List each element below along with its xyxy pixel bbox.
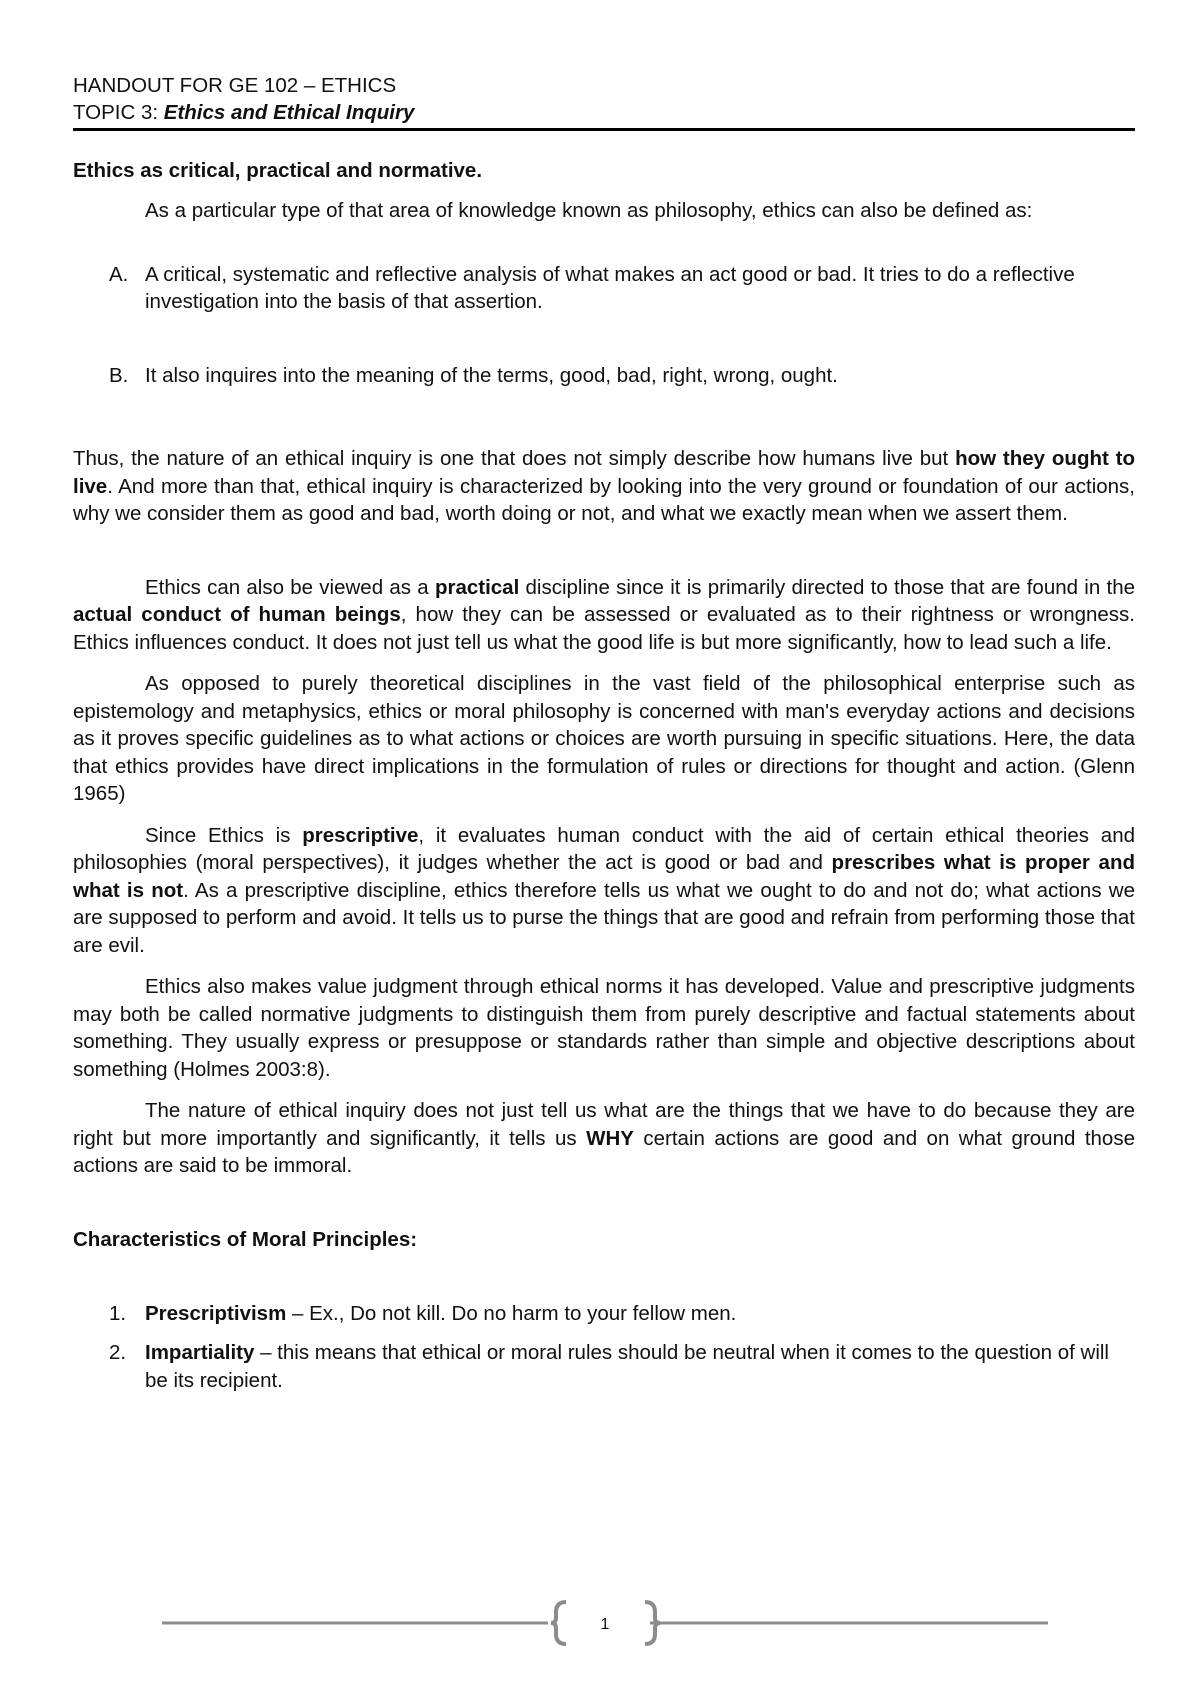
list-marker: B. (109, 363, 129, 387)
text-run: certain actions are good and on what ground those actions are said to be immoral. (73, 1126, 1135, 1177)
emphasis-text: actual conduct of human beings (73, 603, 401, 626)
text-run: The nature of ethical inquiry does not just tell us what are the things that we have to do because they are right but more importantly and significantly, it tells us (73, 1099, 1135, 1150)
text-run: Since Ethics is (145, 823, 303, 847)
list-item-term: Prescriptivism (145, 1301, 287, 1325)
paragraph-thus (73, 445, 1135, 528)
emphasis-text: how they ought to live (73, 447, 1136, 498)
list-item-text: – Ex., Do not kill. Do no harm to your fellow men. (286, 1301, 737, 1325)
course-line: HANDOUT FOR GE 102 – ETHICS (73, 74, 397, 97)
text-run: Ethics can also be viewed as a (145, 575, 435, 599)
list-item-text: A critical, systematic and reflective analysis of what makes an act good or bad. It tries to do a reflective investigation into the basis of that assertion. (145, 262, 1075, 313)
list-item-2 (73, 1339, 1135, 1394)
text-run: Thus, the nature of an ethical inquiry is one that does not simply describe how humans live but (73, 447, 956, 470)
topic-prefix: TOPIC 3: (73, 101, 164, 124)
paragraph-intro: As a particular type of that area of knowledge known as philosophy, ethics can also be defined as: (145, 199, 1033, 222)
list-marker: 2. (109, 1341, 127, 1364)
paragraph-prescriptive (73, 822, 1135, 960)
emphasis-text: WHY (586, 1126, 634, 1150)
list-marker: A. (109, 262, 129, 286)
text-run: , it evaluates human conduct with the aid of certain ethical theories and philosophies (moral perspectives), it judges whether the act is good or bad and (73, 823, 1136, 874)
paragraph-nature (73, 1097, 1135, 1180)
page-footer (0, 1598, 1200, 1648)
footer-bracket-left (551, 1602, 566, 1644)
section-heading-characteristics: Characteristics of Moral Principles: (73, 1227, 418, 1251)
section-heading-ethics: Ethics as critical, practical and normative. (73, 159, 483, 182)
text-run: , how they can be assessed or evaluated as to their rightness or wrongness. Ethics influences conduct. It does not just tell us what the good life is but more significantly, how to lead such a life. (73, 603, 1135, 654)
list-item-text: – this means that ethical or moral rules should be neutral when it comes to the question of will be its recipient. (145, 1341, 1109, 1392)
page-number: 1 (600, 1616, 610, 1633)
list-marker: 1. (109, 1301, 127, 1325)
paragraph-opposed: As opposed to purely theoretical disciplines in the vast field of the philosophical enterprise such as epistemology and metaphysics, ethics or moral philosophy is concerned with man's everyday actions and decisions as it proves specific guidelines as to what actions or choices are worth pursuing in specific situations. Here, the data that ethics provides have direct implications in the formulation of rules or directions for thought and action. (Glenn 1965) (73, 672, 1135, 805)
list-item-a (73, 261, 1135, 316)
topic-title: Ethics and Ethical Inquiry (163, 101, 415, 124)
text-run: discipline since it is primarily directed to those that are found in the (519, 575, 1135, 599)
list-item-term: Impartiality (145, 1341, 255, 1364)
list-item-b (73, 362, 1135, 390)
list-item-text: It also inquires into the meaning of the terms, good, bad, right, wrong, ought. (145, 363, 838, 387)
paragraph-value: Ethics also makes value judgment through ethical norms it has developed. Value and prescriptive judgments may both be called normative judgments to distinguish them from purely descriptive and factual statements about something. They usually express or presuppose or standards rather than simple and objective descriptions about something (Holmes 2003:8). (73, 975, 1135, 1081)
text-run: . As a prescriptive discipline, ethics therefore tells us what we ought to do and not do; what actions we are supposed to perform and avoid. It tells us to purse the things that are good and refrain from performing those that are evil. (73, 878, 1136, 957)
emphasis-text: practical (434, 575, 520, 599)
paragraph-practical (73, 574, 1135, 657)
document-page (73, 72, 1135, 1394)
topic-line (73, 99, 1135, 126)
emphasis-text: prescriptive (302, 823, 419, 847)
emphasis-text: prescribes what is proper and what is not (73, 851, 1135, 902)
list-item-1 (73, 1300, 1135, 1328)
text-run: . And more than that, ethical inquiry is characterized by looking into the very ground or foundation of our actions, why we consider them as good and bad, worth doing or not, and what we exactly mean when we assert them. (73, 474, 1135, 525)
